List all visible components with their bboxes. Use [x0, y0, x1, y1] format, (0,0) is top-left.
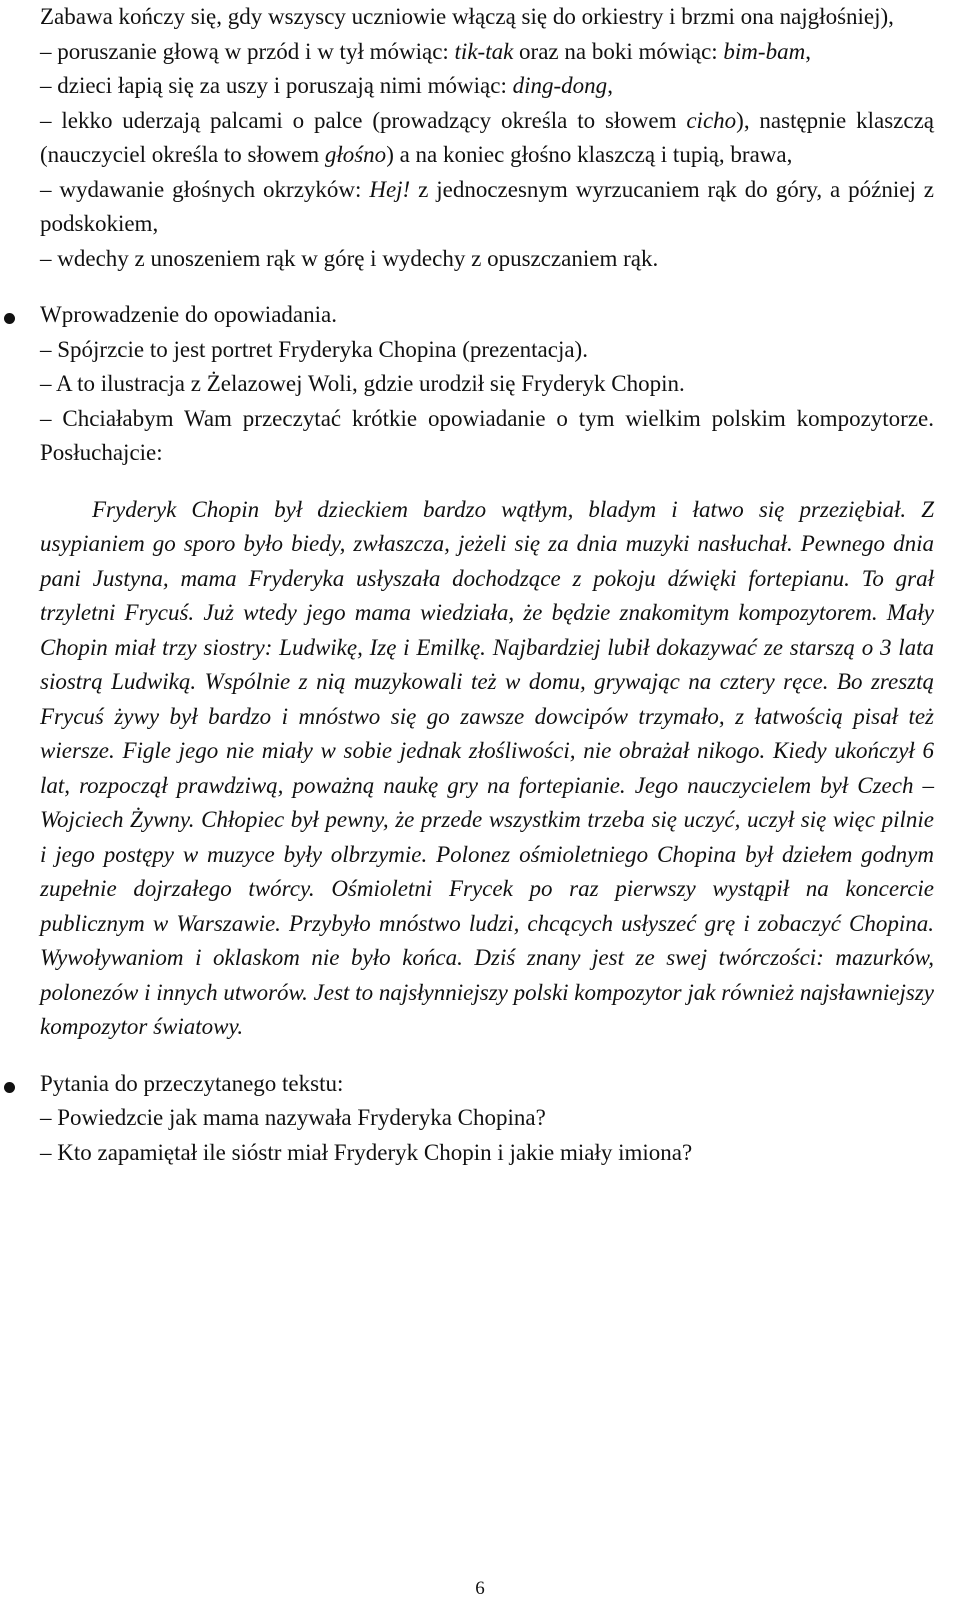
instruction-text: – poruszanie głową w przód i w tył mówiąc:: [40, 38, 455, 64]
instruction-text: – wdechy z unoszeniem rąk w górę i wydechy z opuszczaniem rąk.: [40, 245, 659, 271]
sound-word: cicho: [686, 107, 737, 133]
instruction-text: z jednoczesnym wyrzucaniem rąk do góry, a później z podskokiem,: [40, 176, 935, 236]
sound-word: bim-bam: [723, 38, 806, 64]
instruction-item: [40, 242, 934, 277]
bullet-icon: [4, 313, 15, 324]
instruction-text: – dzieci łapią się za uszy i poruszają nimi mówiąc:: [40, 73, 513, 98]
sound-word: głośno: [324, 142, 387, 167]
intro-paragraph: [40, 0, 934, 35]
question-item: – Kto zapamiętał ile sióstr miał Fryderyk Chopin i jakie miały imiona?: [40, 1139, 693, 1165]
page-number: 6: [475, 1578, 485, 1599]
section-line: – Spójrzcie to jest portret Fryderyka Chopina (prezentacja).: [40, 336, 588, 362]
instruction-item: [40, 173, 934, 242]
instruction-item: [40, 104, 934, 173]
question-item: – Powiedzcie jak mama nazywała Fryderyka Chopina?: [40, 1105, 546, 1130]
instruction-text: oraz na boki mówiąc:: [513, 38, 724, 64]
section-line: – A to ilustracja z Żelazowej Woli, gdzie urodził się Fryderyk Chopin.: [40, 371, 685, 396]
instruction-item: [40, 69, 934, 104]
instruction-text: ,: [805, 38, 811, 64]
document-page: [40, 0, 934, 1170]
intro-line: Zabawa kończy się, gdy wszyscy uczniowie włączą się do orkiestry i brzmi ona najgłośniej),: [40, 4, 894, 29]
section-heading: Pytania do przeczytanego tekstu:: [40, 1070, 344, 1096]
story-text: Fryderyk Chopin był dzieckiem bardzo wątłym, bladym i łatwo się przeziębiał. Z usypianiem go sporo było biedy, zwłaszcza, jeżeli się za dnia muzyki nasłuchał. Pewnego dnia pani Justyna, mama Fryderyka usłyszała dochodzące z pokoju dźwięki fortepianu. To grał trzyletni Frycuś. Już wtedy jego mama wiedziała, że będzie znakomitym kompozytorem. Mały Chopin miał trzy siostry: Ludwikę, Izę i Emilkę. Najbardziej lubił dokazywać ze starszą o 3 lata siostrą Ludwiką. Wspólnie z nią muzykowali też w domu, grywając na cztery ręce. Bo zresztą Frycuś żywy był bardzo i mnóstwo się go zawsze dowcipów trzymało, z łatwością pisał też wiersze. Figle jego nie miały w sobie jednak złośliwości, nie obrażał nikogo. Kiedy ukończył 6 lat, rozpoczął prawdziwą, poważną naukę gry na fortepianie. Jego nauczycielem był Czech – Wojciech Żywny. Chłopiec był pewny, że przede wszystkim trzeba się uczyć, uczył się więc pilnie i jego postępy w muzyce były olbrzymie. Polonez ośmioletniego Chopina był dziełem godnym zupełnie dojrzałego twórcy. Ośmioletni Frycek po raz pierwszy wystąpił na koncercie publicznym w Warszawie. Przybyło mnóstwo ludzi, chcących usłyszeć grę i zobaczyć Chopina. Wywoływaniom i oklaskom nie było końca. Dziś znany jest ze swej twórczości: mazurków, polonezów i innych utworów. Jest to najsłynniejszy polski kompozytor jak również najsławniejszy kompozytor światowy.: [40, 496, 934, 1039]
sound-word: tik-tak: [454, 38, 514, 64]
section-questions: [40, 1067, 934, 1102]
instruction-text: ), następnie klaszczą (nauczyciel określa to słowem: [40, 107, 934, 167]
section-introduction: [40, 298, 934, 333]
section-line: – Chciałabym Wam przeczytać krótkie opowiadanie o tym wielkim polskim kompozytorze. Posłuchajcie:: [40, 405, 934, 465]
section-heading: Wprowadzenie do opowiadania.: [40, 302, 337, 327]
instruction-text: ) a na koniec głośno klaszczą i tupią, brawa,: [386, 142, 793, 167]
instruction-text: – wydawanie głośnych okrzyków:: [40, 176, 370, 202]
sound-word: ding-dong: [512, 73, 608, 98]
sound-word: Hej!: [369, 176, 411, 202]
instruction-item: [40, 35, 934, 70]
bullet-icon: [4, 1082, 15, 1093]
instruction-text: ,: [607, 73, 613, 98]
instruction-text: – lekko uderzają palcami o palce (prowadzący określa to słowem: [40, 107, 687, 133]
